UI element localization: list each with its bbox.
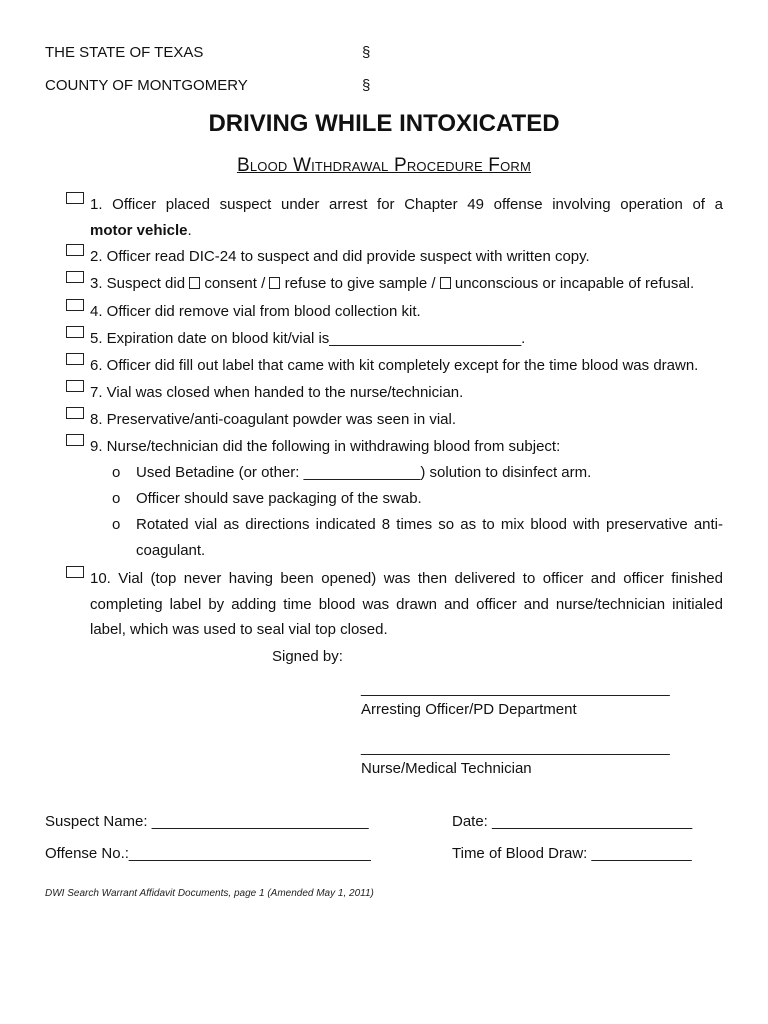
officer-signature-line[interactable]: _____________________________________ <box>361 680 670 697</box>
list-item: 8. Preservative/anti-coagulant powder was seen in vial. <box>66 407 723 433</box>
county-heading: COUNTY OF MONTGOMERY <box>45 77 248 94</box>
list-item-continuation: motor vehicle. <box>90 222 192 239</box>
checkbox[interactable] <box>66 271 84 283</box>
list-item: 3. Suspect did consent / refuse to give sample / unconscious or incapable of refusal. <box>66 271 723 297</box>
list-item-continuation: label, which was used to seal vial top closed. <box>90 621 388 638</box>
refuse-checkbox[interactable] <box>269 277 280 289</box>
list-item: 6. Officer did fill out label that came with kit completely except for the time blood was drawn. <box>66 353 723 379</box>
state-heading: THE STATE OF TEXAS <box>45 44 204 61</box>
checkbox[interactable] <box>66 192 84 204</box>
checkbox[interactable] <box>66 380 84 392</box>
list-item: 1. Officer placed suspect under arrest for Chapter 49 offense involving operation of a <box>66 192 723 218</box>
checkbox[interactable] <box>66 326 84 338</box>
form-subtitle: Blood Withdrawal Procedure Form <box>236 155 532 176</box>
checkbox[interactable] <box>66 353 84 365</box>
list-item: 2. Officer read DIC-24 to suspect and did provide suspect with written copy. <box>66 244 723 270</box>
date-field[interactable]: Date: ________________________ <box>452 813 693 830</box>
sub-list-item-continuation: coagulant. <box>136 542 206 559</box>
signed-by-label: Signed by: <box>272 648 343 665</box>
officer-signature-label: Arresting Officer/PD Department <box>361 701 577 718</box>
section-symbol: § <box>362 77 371 94</box>
consent-checkbox[interactable] <box>189 277 200 289</box>
page-title: DRIVING WHILE INTOXICATED <box>208 110 560 137</box>
list-item: 9. Nurse/technician did the following in withdrawing blood from subject: <box>66 434 723 460</box>
checkbox[interactable] <box>66 434 84 446</box>
list-item: 4. Officer did remove vial from blood collection kit. <box>66 299 723 325</box>
bullet-icon: o <box>112 490 121 507</box>
checkbox[interactable] <box>66 299 84 311</box>
time-of-blood-draw-field[interactable]: Time of Blood Draw: ____________ <box>452 845 692 862</box>
list-item: 10. Vial (top never having been opened) was then delivered to officer and officer finished <box>66 566 723 592</box>
bullet-icon: o <box>112 516 121 533</box>
sub-list-item: o Used Betadine (or other: ______________) solution to disinfect arm. <box>112 460 723 486</box>
checkbox[interactable] <box>66 244 84 256</box>
section-symbol: § <box>362 44 371 61</box>
offense-number-field[interactable]: Offense No.:_____________________________ <box>45 845 371 862</box>
nurse-signature-line[interactable]: _____________________________________ <box>361 739 670 756</box>
nurse-signature-label: Nurse/Medical Technician <box>361 760 532 777</box>
suspect-name-field[interactable]: Suspect Name: __________________________ <box>45 813 369 830</box>
list-item: 5. Expiration date on blood kit/vial is_______________________. <box>66 326 723 352</box>
list-item-continuation: completing label by adding time blood was drawn and officer and nurse/technician initialed <box>90 596 723 613</box>
bullet-icon: o <box>112 464 121 481</box>
sub-list-item: o Rotated vial as directions indicated 8 times so as to mix blood with preservative anti- <box>112 512 723 538</box>
document-footer: DWI Search Warrant Affidavit Documents, page 1 (Amended May 1, 2011) <box>45 888 374 899</box>
checkbox[interactable] <box>66 407 84 419</box>
sub-list-item: o Officer should save packaging of the swab. <box>112 486 723 512</box>
checkbox[interactable] <box>66 566 84 578</box>
unconscious-checkbox[interactable] <box>440 277 451 289</box>
list-item: 7. Vial was closed when handed to the nurse/technician. <box>66 380 723 406</box>
